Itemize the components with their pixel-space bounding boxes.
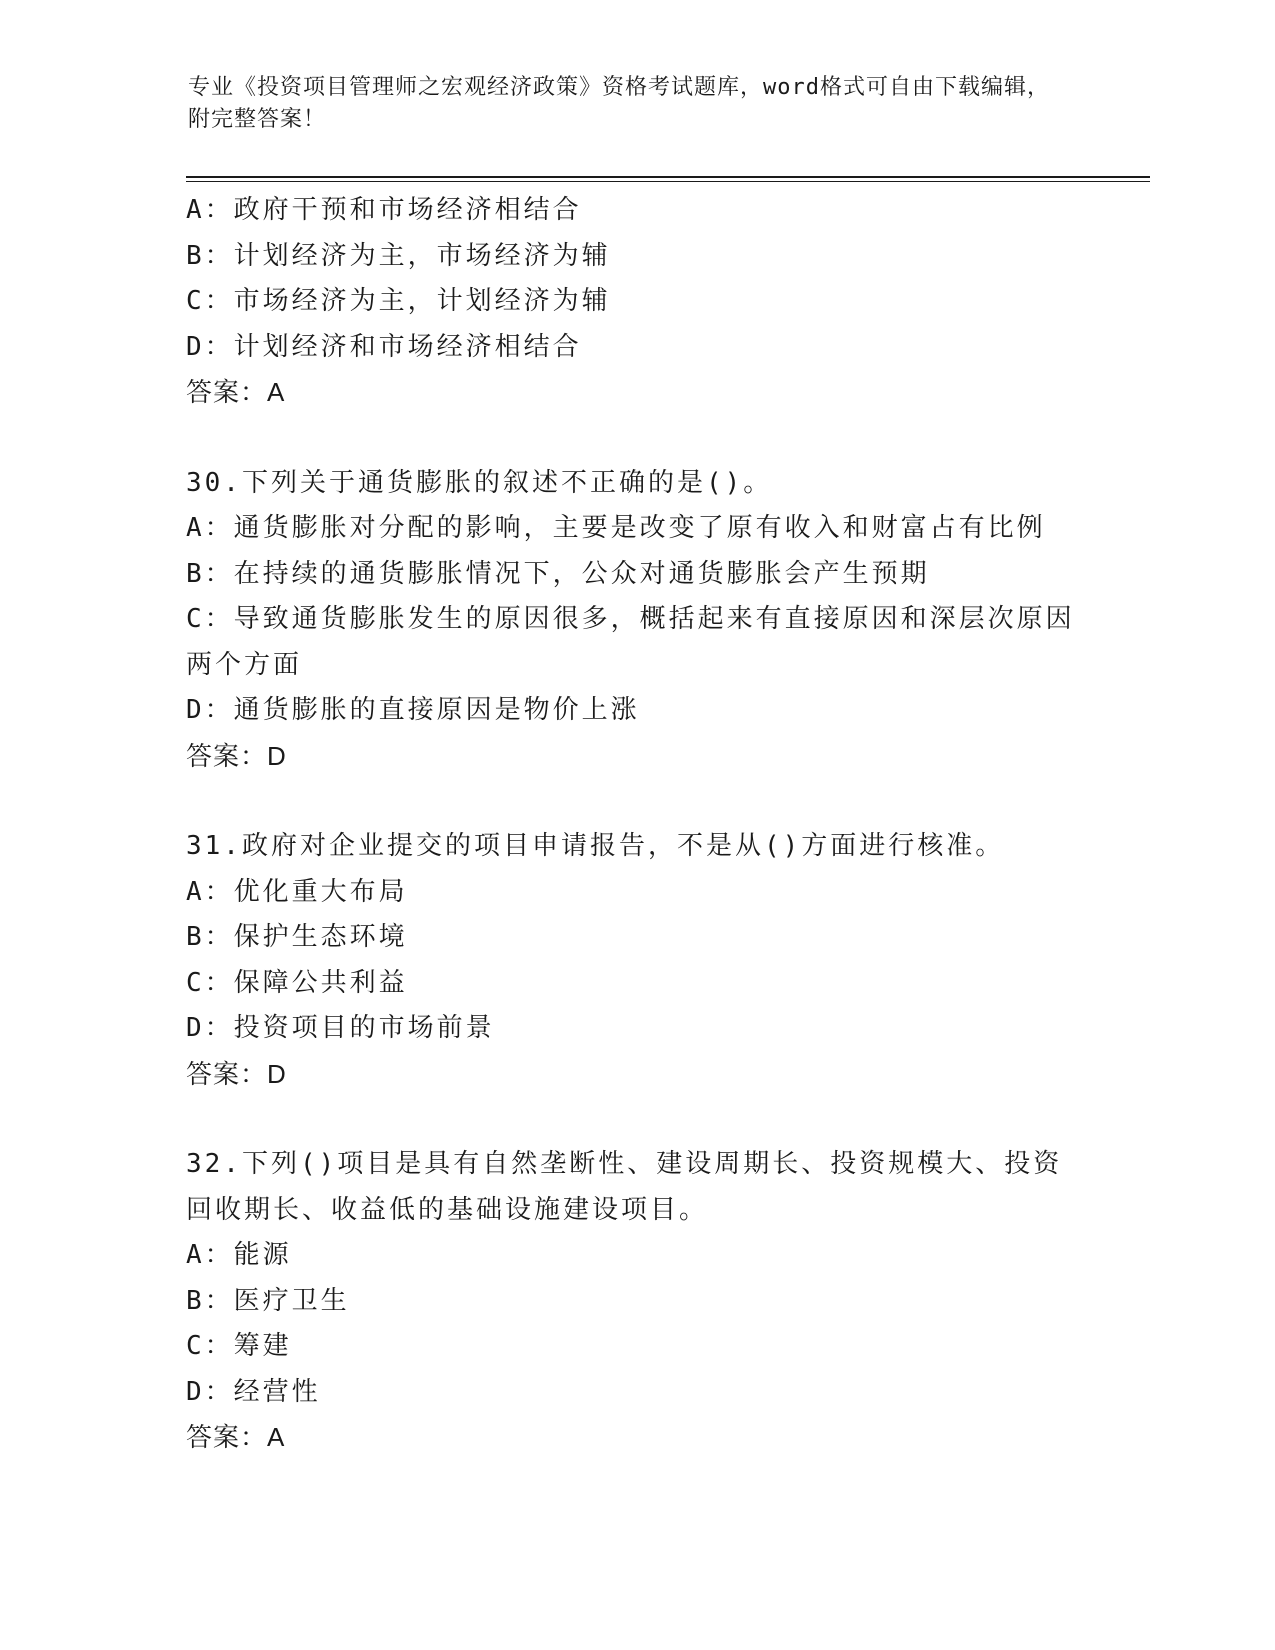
spacer — [186, 1097, 1086, 1142]
document-header: 专业《投资项目管理师之宏观经济政策》资格考试题库，word格式可自由下载编辑，附完整答案！ — [188, 75, 1050, 132]
question-text: 31.政府对企业提交的项目申请报告，不是从()方面进行核准。 — [186, 831, 1005, 861]
option-c: C：筹建 — [186, 1331, 292, 1361]
header-divider-thick — [186, 176, 1150, 178]
option-c: C：保障公共利益 — [186, 967, 408, 998]
option-d: D：通货膨胀的直接原因是物价上涨 — [186, 695, 640, 725]
option-a: A：政府干预和市场经济相结合 — [186, 195, 582, 225]
option-a: A：优化重大布局 — [186, 876, 408, 907]
question-text: 30.下列关于通货膨胀的叙述不正确的是()。 — [186, 467, 773, 498]
option-c: C：导致通货膨胀发生的原因很多，概括起来有直接原因和深层次原因两个方面 — [186, 604, 1075, 680]
question-block — [186, 188, 1086, 416]
spacer — [186, 416, 1086, 461]
option-d: D：计划经济和市场经济相结合 — [186, 331, 582, 362]
option-d: D：投资项目的市场前景 — [186, 1013, 495, 1043]
answer-line: 答案：D — [186, 1058, 287, 1089]
spacer — [186, 779, 1086, 824]
answer-line: 答案：A — [186, 377, 286, 407]
option-b: B：在持续的通货膨胀情况下，公众对通货膨胀会产生预期 — [186, 558, 930, 589]
option-b: B：医疗卫生 — [186, 1285, 350, 1316]
question-list — [186, 188, 1086, 1461]
question-text: 32.下列()项目是具有自然垄断性、建设周期长、投资规模大、投资回收期长、收益低的基础设施建设项目。 — [186, 1149, 1063, 1225]
option-d: D：经营性 — [186, 1376, 321, 1407]
option-a: A：通货膨胀对分配的影响，主要是改变了原有收入和财富占有比例 — [186, 513, 1046, 543]
option-a: A：能源 — [186, 1240, 292, 1270]
answer-line: 答案：D — [186, 740, 287, 771]
answer-line: 答案：A — [186, 1422, 286, 1452]
header-divider-thin — [186, 181, 1150, 182]
option-c: C：市场经济为主，计划经济为辅 — [186, 286, 611, 316]
question-block — [186, 824, 1086, 1097]
option-b: B：保护生态环境 — [186, 922, 408, 952]
option-b: B：计划经济为主，市场经济为辅 — [186, 240, 611, 271]
question-block — [186, 461, 1086, 780]
question-block — [186, 1142, 1086, 1461]
